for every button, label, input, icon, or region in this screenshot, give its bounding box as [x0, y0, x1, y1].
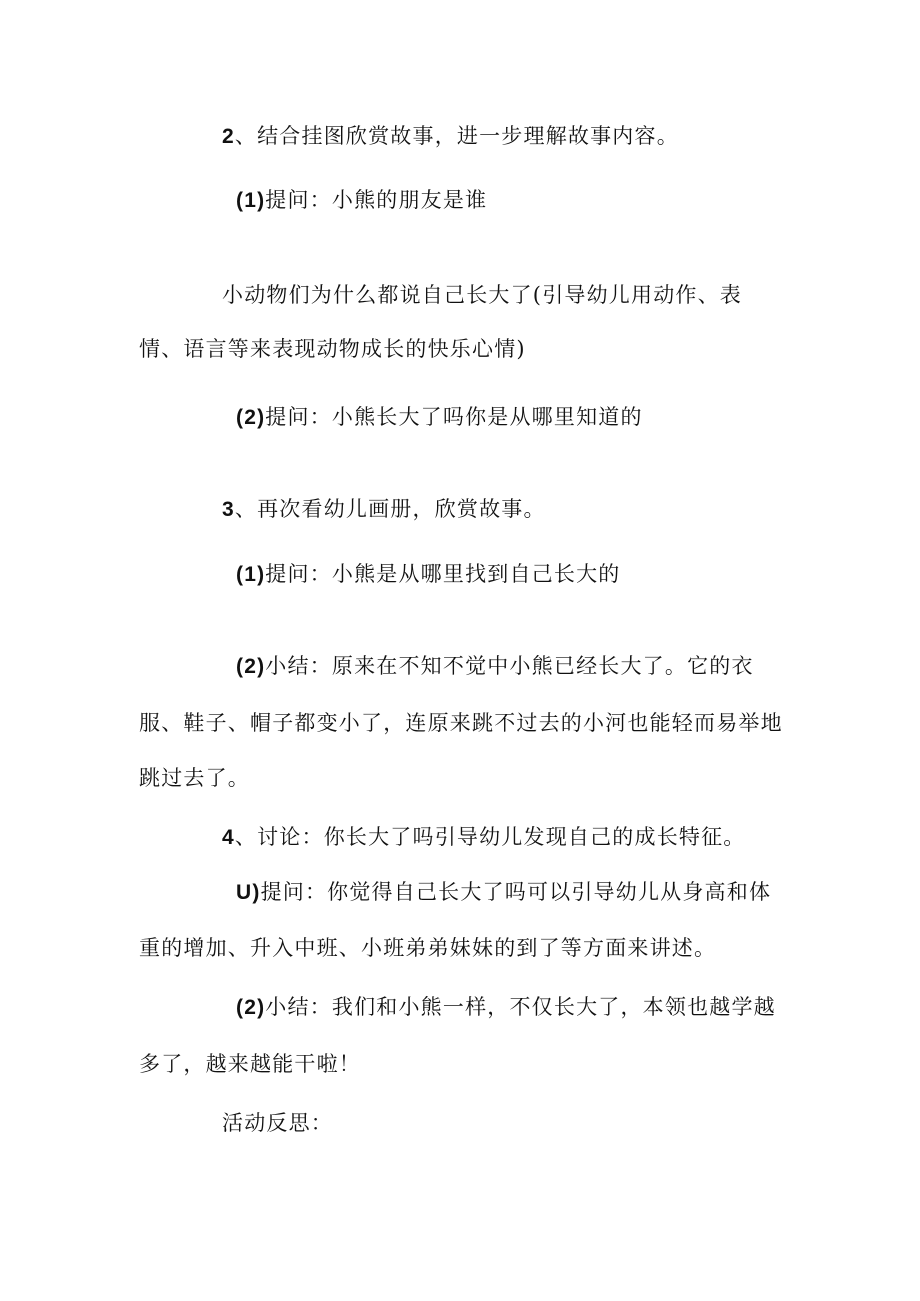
paragraph-summary-1 — [236, 651, 754, 682]
paragraph-number: (2) — [236, 996, 266, 1019]
paragraph-number: (1) — [236, 563, 266, 586]
paragraph-text: 、结合挂图欣赏故事，进一步理解故事内容。 — [234, 124, 679, 148]
paragraph-line: 重的增加、升入中班、小班弟弟妹妹的到了等方面来讲述。 — [139, 936, 717, 960]
paragraph-number: (2) — [236, 655, 266, 678]
paragraph-text: 小结：原来在不知不觉中小熊已经长大了。它的衣 — [265, 654, 754, 678]
paragraph-text: 、再次看幼儿画册，欣赏故事。 — [234, 497, 546, 521]
paragraph-line: 跳过去了。 — [139, 766, 250, 790]
paragraph-line: 多了，越来越能干啦！ — [139, 1052, 361, 1076]
paragraph-text: 提问：你觉得自己长大了吗可以引导幼儿从身高和体 — [260, 880, 772, 904]
paragraph-step-3 — [222, 494, 546, 525]
paragraph-number: 2 — [222, 125, 235, 148]
paragraph-text: 提问：小熊是从哪里找到自己长大的 — [265, 562, 621, 586]
paragraph-text: 提问：小熊的朋友是谁 — [265, 188, 488, 212]
paragraph-line: 小动物们为什么都说自己长大了(引导幼儿用动作、表 — [222, 283, 742, 307]
paragraph-step-2 — [222, 121, 679, 152]
paragraph-summary-2 — [236, 992, 776, 1023]
paragraph-line: 情、语言等来表现动物成长的快乐心情) — [139, 337, 526, 361]
paragraph-line: 服、鞋子、帽子都变小了，连原来跳不过去的小河也能轻而易举地 — [139, 711, 783, 735]
paragraph-number: 3 — [222, 498, 235, 521]
paragraph-text: 提问：小熊长大了吗你是从哪里知道的 — [265, 405, 643, 429]
paragraph-question-2 — [236, 402, 643, 433]
paragraph-number: U) — [236, 881, 261, 904]
section-heading-reflection: 活动反思： — [222, 1111, 333, 1135]
paragraph-number: (2) — [236, 406, 266, 429]
paragraph-text: 小结：我们和小熊一样，不仅长大了，本领也越学越 — [265, 995, 776, 1019]
paragraph-step-4 — [222, 822, 746, 853]
paragraph-question-1 — [236, 185, 487, 216]
paragraph-number: 4 — [222, 826, 235, 849]
paragraph-number: (1) — [236, 189, 266, 212]
paragraph-question-3 — [236, 559, 620, 590]
paragraph-text: 、讨论：你长大了吗引导幼儿发现自己的成长特征。 — [234, 825, 746, 849]
paragraph-question-4 — [236, 877, 771, 908]
